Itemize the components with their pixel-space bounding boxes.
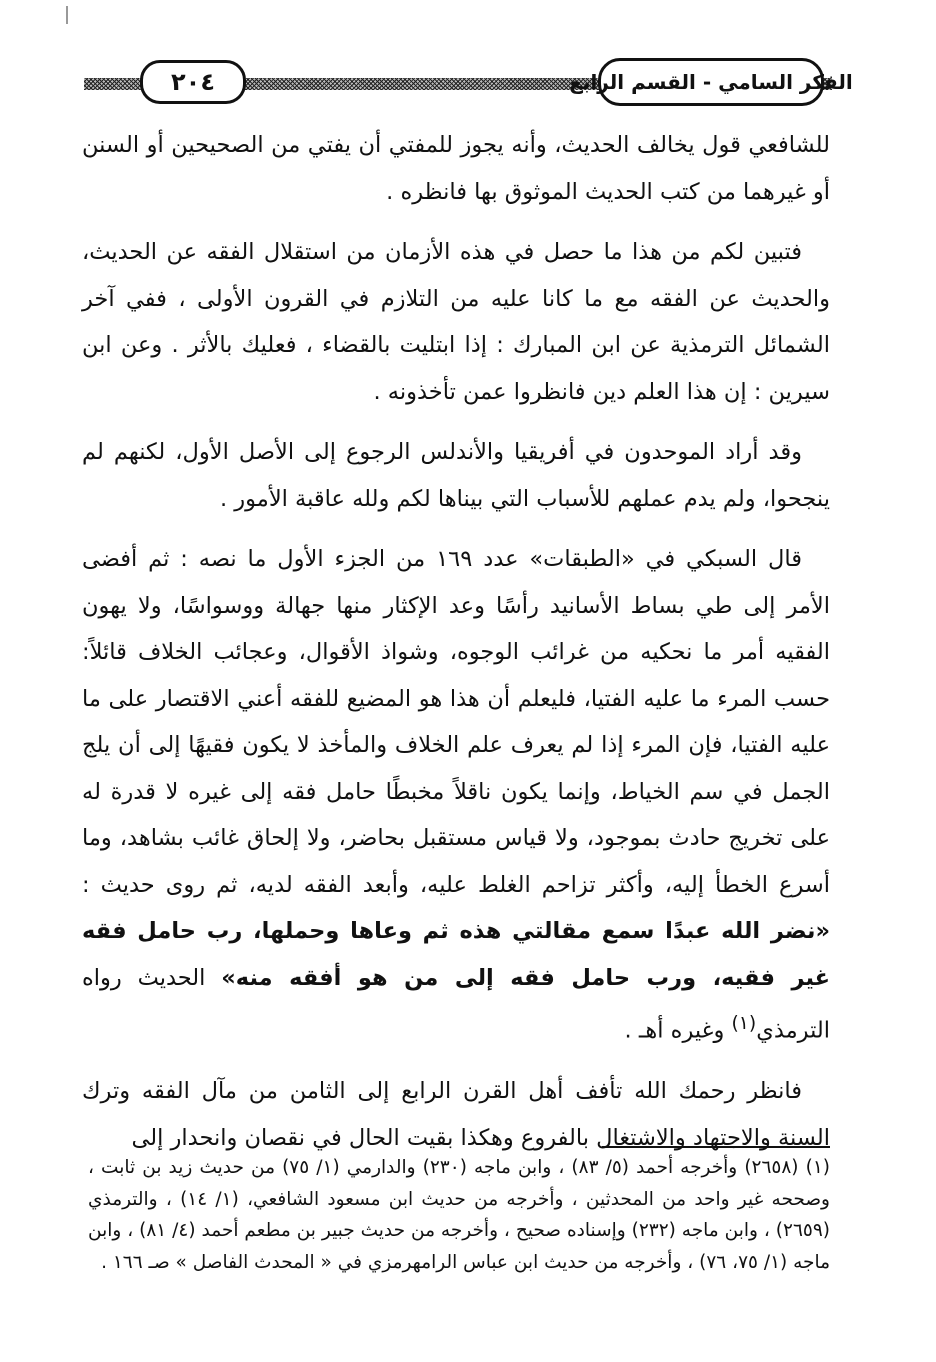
hadith-quote: «نضر الله عبدًا سمع مقالتي هذه ثم وعاها وحملها، رب حامل فقه غير فقيه، ورب حامل فقه إلى من هو أفقه منه» [82,918,830,991]
running-title: الفكر السامي - القسم الرابع [598,58,824,106]
paragraph-2: فتبين لكم من هذا ما حصل في هذه الأزمان من استقلال الفقه عن الحديث، والحديث عن الفقه مع ما كانا عليه من التلازم في القرون الأولى ، ففي آخر الشمائل الترمذية عن ابن المبارك : إذا ابتليت بالقضاء ، فعليك بالأثر . وعن ابن سيرين : إن هذا العلم دين فانظروا عمن تأخذونه . [82,239,830,405]
page-header [84,54,853,110]
page-number: ٢٠٤ [140,60,246,104]
paragraph-3: وقد أراد الموحدون في أفريقيا والأندلس الرجوع إلى الأصل الأول، لكنهم لم ينجحوا، ولم يدم عملهم للأسباب التي بيناها لكم ولله عاقبة الأمور . [82,439,830,512]
footnote: (١) (٢٦٥٨) وأخرجه أحمد (٥/ ٨٣) ، وابن ماجه (٢٣٠) والدارمي (١/ ٧٥) من حديث زيد بن ثابت ، وصححه غير واحد من المحدثين ، وأخرجه من حديث ابن مسعود الشافعي، (١/ ١٤) ، والترمذي (٢٦٥٩) ، وابن ماجه (٢٣٢) وإسناده صحيح ، وأخرجه من حديث جبير بن مطعم أحمد (٤/ ٨١) ، وابن ماجه (١/ ٧٥، ٧٦) ، وأخرجه من حديث ابن عباس الرامهرمزي في « المحدث الفاصل » صـ ١٦٦ . [88,1157,830,1273]
paragraph-5: فانظر رحمك الله تأفف أهل القرن الرابع إلى الثامن من مآل الفقه وترك السنة والاجتهاد والاشتغال بالفروع وهكذا بقيت الحال في نقصان وانحدار إلى [82,1078,830,1151]
paragraph-4-outro: الحديث رواه الترمذي [82,964,830,1044]
paragraph-1: للشافعي قول يخالف الحديث، وأنه يجوز للمفتي أن يفتي من الصحيحين أو السنن أو غيرهما من كتب الحديث الموثوق بها فانظره . [82,132,830,205]
paragraph-4 [82,536,830,1054]
footnote-divider [602,1146,830,1148]
paragraph-4-end: وغيره أهـ . [624,1017,725,1044]
paragraph-4-intro: قال السبكي في «الطبقات» عدد ١٦٩ من الجزء الأول ما نصه : ثم أفضى الأمر إلى طي بساط الأسانيد رأسًا وعد الإكثار منها جهالة ووسواسًا، ولا يهون الفقيه أمر ما نحكيه من غرائب الوجوه، وشواذ الأقوال، وعجائب الخلاف قائلاً: حسب المرء ما عليه الفتيا، فليعلم أن هذا هو المضيع للفقه أعني الاقتصار على ما عليه الفتيا، فإن المرء إذا لم يعرف علم الخلاف والمأخذ لا يكون فقيهًا إلى أن يلج الجمل في سم الخياط، وإنما يكون ناقلاً مخبطًا حامل فقه إلى غيره لا قدرة له على تخريج حادث بموجود، ولا قياس مستقبل بحاضر، ولا إلحاق غائب بشاهد، وما أسرع الخطأ إليه، وأكثر تزاحم الغلط عليه، وأبعد الفقه لديه، ثم روى حديث : [82,546,830,898]
body-text [82,122,830,1175]
scan-margin-mark [66,6,68,24]
footnote-reference: (١) [731,1013,757,1034]
